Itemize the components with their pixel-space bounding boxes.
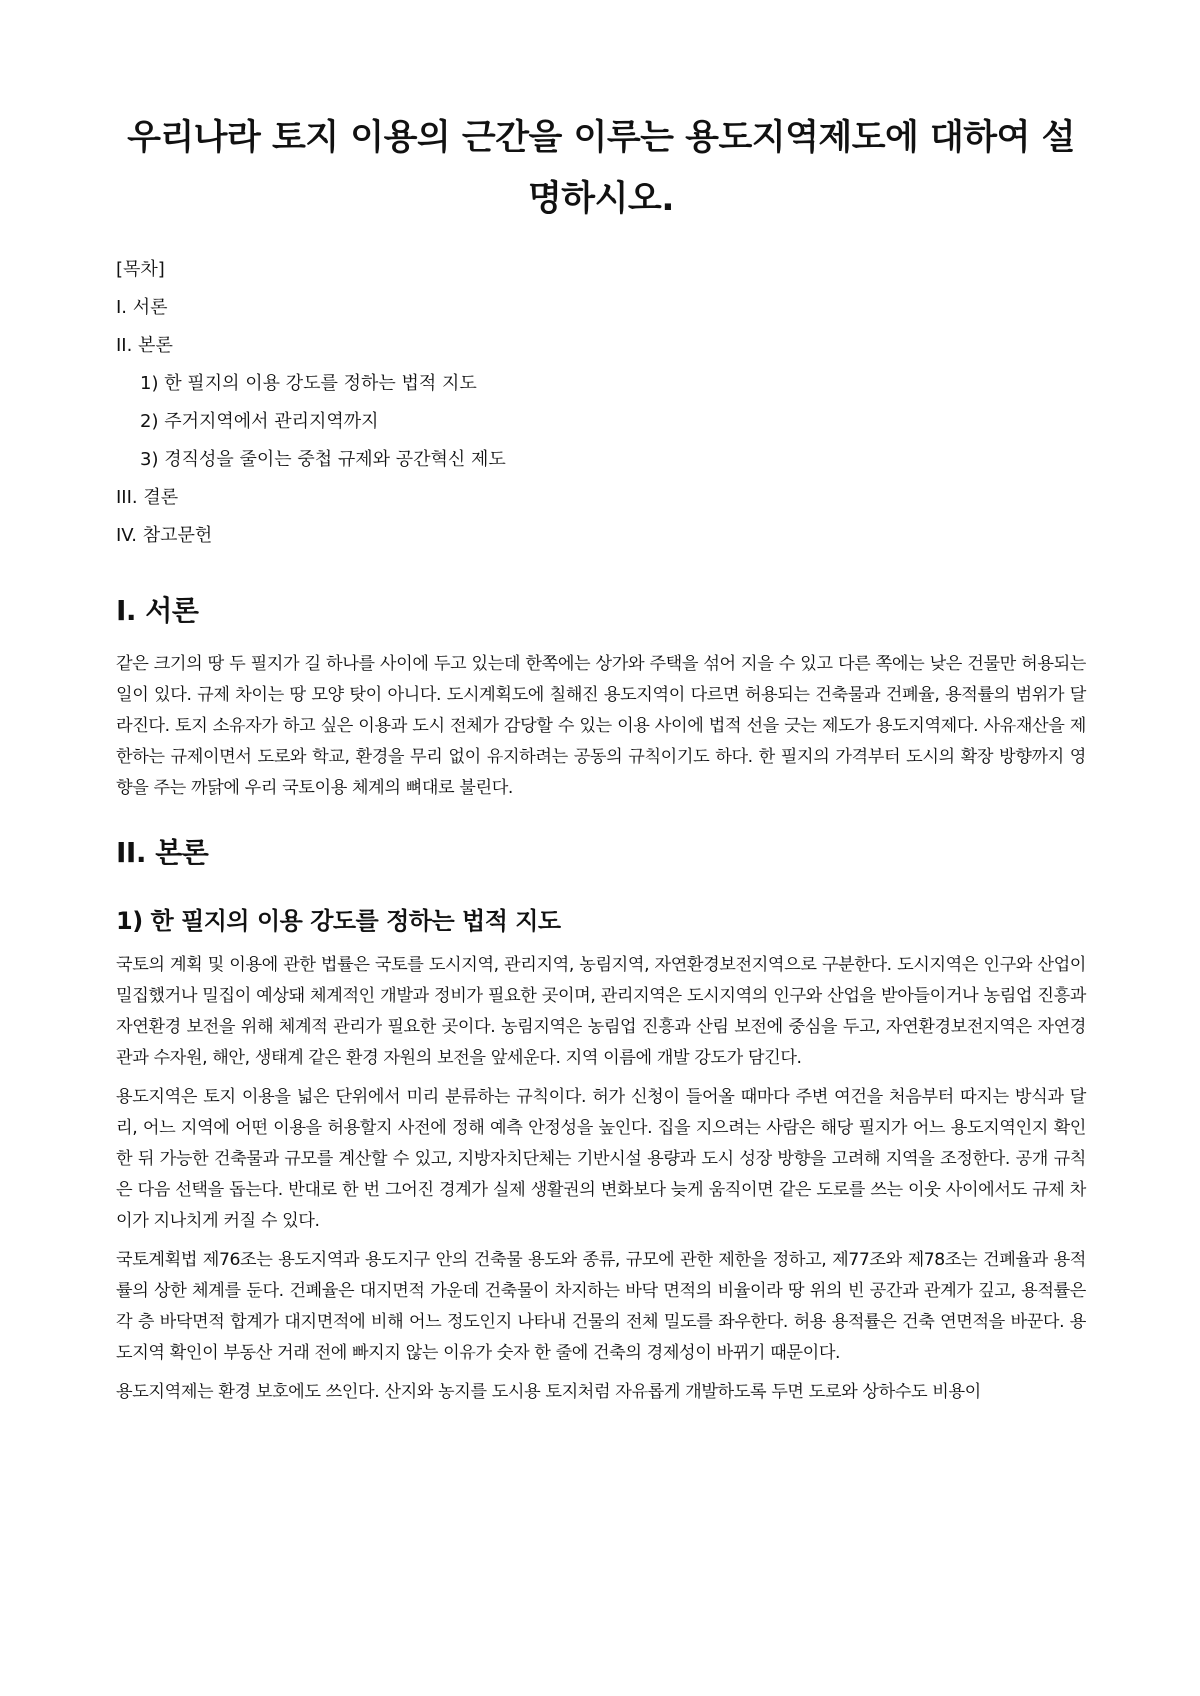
subsection-heading-1: 1) 한 필지의 이용 강도를 정하는 법적 지도 bbox=[116, 907, 561, 935]
section-heading-body: II. 본론 bbox=[116, 836, 209, 869]
toc-item-body-2: 2) 주거지역에서 관리지역까지 bbox=[140, 411, 379, 432]
toc-item-intro: I. 서론 bbox=[116, 297, 168, 318]
intro-paragraph: 같은 크기의 땅 두 필지가 길 하나를 사이에 두고 있는데 한쪽에는 상가와 주택을 섞어 지을 수 있고 다른 쪽에는 낮은 건물만 허용되는 일이 있다. 규제 차이는 땅 모양 탓이 아니다. 도시계획도에 칠해진 용도지역이 다르면 허용되는 건축물과 건폐율, 용적률의 범위가 달라진다. 토지 소유자가 하고 싶은 이용과 도시 전체가 감당할 수 있는 이용 사이에 법적 선을 긋는 제도가 용도지역제다. 사유재산을 제한하는 규제이면서 도로와 학교, 환경을 무리 없이 유지하려는 공동의 규칙이기도 하다. 한 필지의 가격부터 도시의 확장 방향까지 영향을 주는 까닭에 우리 국토이용 체계의 뼈대로 불린다. bbox=[116, 654, 1086, 798]
toc-item-body-3: 3) 경직성을 줄이는 중첩 규제와 공간혁신 제도 bbox=[140, 449, 506, 470]
section-heading-intro: I. 서론 bbox=[116, 594, 199, 627]
table-of-contents bbox=[116, 258, 1086, 562]
toc-item-references: IV. 참고문헌 bbox=[116, 525, 213, 546]
body-paragraph: 용도지역은 토지 이용을 넓은 단위에서 미리 분류하는 규칙이다. 허가 신청이 들어올 때마다 주변 여건을 처음부터 따지는 방식과 달리, 어느 지역에 어떤 이용을 허용할지 사전에 정해 예측 안정성을 높인다. 집을 지으려는 사람은 해당 필지가 어느 용도지역인지 확인한 뒤 가능한 건축물과 규모를 계산할 수 있고, 지방자치단체는 기반시설 용량과 도시 성장 방향을 고려해 지역을 조정한다. 공개 규칙은 다음 선택을 돕는다. 반대로 한 번 그어진 경계가 실제 생활권의 변화보다 늦게 움직이면 같은 도로를 쓰는 이웃 사이에서도 규제 차이가 지나치게 커질 수 있다. bbox=[116, 1087, 1086, 1231]
toc-item-conclusion: III. 결론 bbox=[116, 487, 179, 508]
toc-item-body-1: 1) 한 필지의 이용 강도를 정하는 법적 지도 bbox=[140, 373, 477, 394]
document-title: 우리나라 토지 이용의 근간을 이루는 용도지역제도에 대하여 설명하시오. bbox=[127, 118, 1075, 219]
body-paragraph: 국토계획법 제76조는 용도지역과 용도지구 안의 건축물 용도와 종류, 규모에 관한 제한을 정하고, 제77조와 제78조는 건폐율과 용적률의 상한 체계를 둔다. 건폐율은 대지면적 가운데 건축물이 차지하는 바닥 면적의 비율이라 땅 위의 빈 공간과 관계가 깊고, 용적률은 각 층 바닥면적 합계가 대지면적에 비해 어느 정도인지 나타내 건물의 전체 밀도를 좌우한다. 허용 용적률은 건축 연면적을 바꾼다. 용도지역 확인이 부동산 거래 전에 빠지지 않는 이유가 숫자 한 줄에 건축의 경제성이 바뀌기 때문이다. bbox=[116, 1250, 1086, 1363]
toc-heading: [목차] bbox=[116, 259, 165, 280]
body-paragraph: 용도지역제는 환경 보호에도 쓰인다. 산지와 농지를 도시용 토지처럼 자유롭게 개발하도록 두면 도로와 상하수도 비용이 bbox=[116, 1382, 981, 1402]
toc-item-body: II. 본론 bbox=[116, 335, 173, 356]
body-paragraph: 국토의 계획 및 이용에 관한 법률은 국토를 도시지역, 관리지역, 농림지역, 자연환경보전지역으로 구분한다. 도시지역은 인구와 산업이 밀집했거나 밀집이 예상돼 체계적인 개발과 정비가 필요한 곳이며, 관리지역은 도시지역의 인구와 산업을 받아들이거나 농림업 진흥과 자연환경 보전을 위해 체계적 관리가 필요한 곳이다. 농림지역은 농림업 진흥과 산림 보전에 중심을 두고, 자연환경보전지역은 자연경관과 수자원, 해안, 생태계 같은 환경 자원의 보전을 앞세운다. 지역 이름에 개발 강도가 담긴다. bbox=[116, 955, 1086, 1068]
